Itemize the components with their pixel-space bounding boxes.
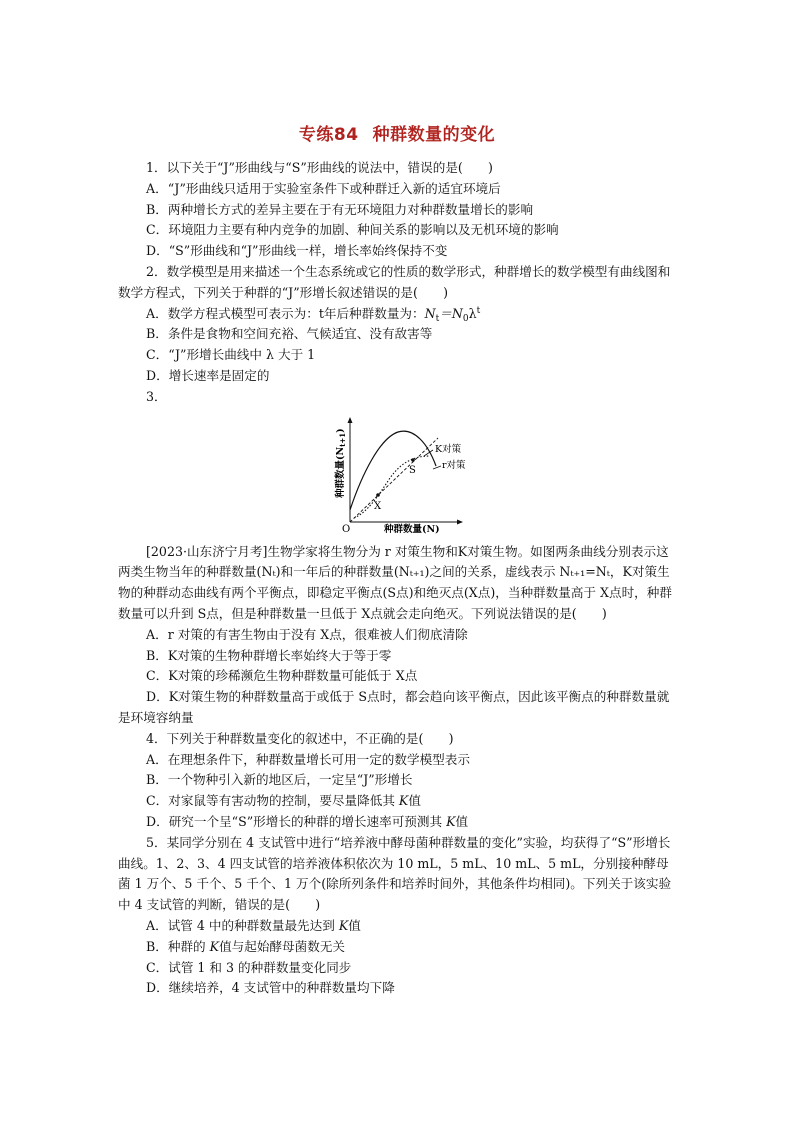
k-strategy-curve (354, 456, 430, 518)
y-axis-arrow-icon (348, 417, 353, 423)
q3-option-a: A．r 对策的有害生物由于没有 X点，很难被人们彻底清除 (146, 626, 468, 642)
x-axis-label: 种群数量(N) (384, 523, 440, 535)
q1-option-a: A．“J”形曲线只适用于实验室条件下或种群迁入新的适宜环境后 (146, 180, 501, 196)
r-label-leader (433, 466, 441, 469)
svg-text:种群数量(Nt+1): 种群数量$(N_{t+1})$ (335, 427, 347, 498)
q4-stem: 4．下列关于种群数量变化的叙述中，不正确的是( ) (146, 730, 454, 746)
x-point-label: X (374, 500, 382, 512)
r-strategy-label: r对策 (442, 459, 466, 471)
title-text: 种群数量的变化 (372, 125, 496, 145)
q5-option-c: C．试管 1 和 3 的种群数量变化同步 (146, 959, 352, 975)
origin-label: O (342, 523, 351, 535)
q2-stem: 2．数学模型是用来描述一个生态系统或它的性质的数学形式，种群增长的数学模型有曲线图和数学方程式，下列关于种群的“J”形增长叙述错误的是( ) (118, 263, 671, 300)
point-s-marker (411, 458, 415, 462)
x-axis-arrow-icon (457, 519, 463, 524)
q2-option-a: A．数学方程式模型可表示为：t年后种群数量为：$N_t=N_0\lambda^t$ (146, 305, 481, 324)
q3-option-d: D．K对策生物的种群数量高于或低于 S点时，都会趋向该平衡点，因此该平衡点的种群数量就是环境容纳量 (118, 689, 670, 725)
q5-stem: 5．某同学分别在 4 支试管中进行“培养液中酵母菌种群数量的变化”实验，均获得了“S”形增长曲线。1、2、3、4 四支试管的培养液体积依次为 10 mL，5 mL、10 mL、5 mL，分别接种酵母菌 1 万个、5 千个、5 千个、1 万个(除所列条件和培养时间外，其他条件均相同)。下列关于该实验中 4 支试管的判断，错误的是( ) (118, 834, 672, 913)
q3-option-c: C．K对策的珍稀濒危生物种群数量可能低于 X点 (146, 668, 418, 684)
q5-option-a: A．试管 4 中的种群数量最先达到 K值 (146, 917, 361, 933)
q3-stem: [2023·山东济宁月考]生物学家将生物分为 r 对策生物和K对策生物。如图两条曲线分别表示这两类生物当年的种群数量(Nₜ)和一年后的种群数量(Nₜ₊₁)之间的关系，虚线表示 Nₜ₊₁=Nₜ，K对策生物的种群动态曲线有两个平衡点，即稳定平衡点(S点)和绝灭点(X点)，当种群数量高于 X点时，种群数量可以升到 S点，但是种群数量一旦低于 X点就会走向绝灭。下列说法错误的是( ) (118, 543, 672, 621)
q1-option-d: D．“S”形曲线和“J”形曲线一样，增长率始终保持不变 (146, 243, 448, 259)
q4-option-b: B．一个物种引入新的地区后，一定呈“J”形增长 (146, 772, 413, 788)
title-number: 专练84 (298, 125, 359, 145)
dashed-equality-line (350, 438, 438, 522)
q2-option-c: C．“J”形增长曲线中 λ 大于 1 (146, 347, 316, 363)
r-strategy-curve (350, 431, 436, 510)
s-point-label: S (409, 464, 416, 476)
q5-option-d: D．继续培养，4 支试管中的种群数量均下降 (146, 980, 395, 996)
q1-option-b: B．两种增长方式的差异主要在于有无环境阻力对种群数量增长的影响 (146, 201, 534, 217)
q3-number: 3． (146, 388, 167, 404)
q2-option-d: D．增长速率是固定的 (146, 367, 270, 383)
population-curve-figure (118, 414, 678, 536)
q2-option-b: B．条件是食物和空间充裕、气候适宜、没有敌害等 (146, 326, 433, 342)
q4-option-a: A．在理想条件下，种群数量增长可用一定的数学模型表示 (146, 751, 470, 767)
k-strategy-label: K对策 (435, 443, 462, 455)
questions (118, 158, 678, 999)
curve-diagram (332, 414, 472, 536)
q4-option-d: D．研究一个呈“S”形增长的种群的增长速率可预测其 K值 (146, 813, 469, 829)
y-axis-label (334, 428, 347, 499)
q3-option-b: B．K对策的生物种群增长率始终大于等于零 (146, 647, 392, 663)
q5-option-b: B．种群的 K值与起始酵母菌数无关 (146, 938, 345, 954)
page-title (0, 120, 794, 145)
q4-option-c: C．对家鼠等有害动物的控制，要尽量降低其 K值 (146, 793, 421, 809)
point-x-marker (376, 493, 380, 497)
q1-option-c: C．环境阻力主要有种内竞争的加剧、种间关系的影响以及无机环境的影响 (146, 222, 559, 238)
q1-stem: 1．以下关于“J”形曲线与“S”形曲线的说法中，错误的是( ) (146, 160, 493, 175)
